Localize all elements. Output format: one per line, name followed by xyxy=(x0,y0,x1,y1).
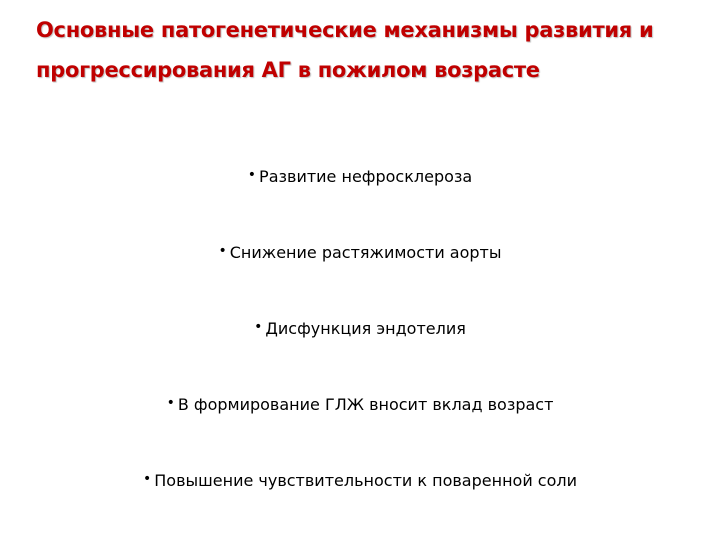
bullet-text: Повышение чувствительности к поваренной соли xyxy=(154,471,578,490)
bullet-item xyxy=(0,312,720,388)
bullet-item xyxy=(0,160,720,236)
bullet-point-icon: • xyxy=(166,395,175,411)
slide-title: Основные патогенетические механизмы развития и прогрессирования АГ в пожилом возрасте xyxy=(36,18,654,82)
bullet-list xyxy=(0,160,720,540)
bullet-text: Дисфункция эндотелия xyxy=(265,319,466,338)
bullet-text: Снижение растяжимости аорты xyxy=(229,243,502,262)
bullet-point-icon: • xyxy=(254,319,263,335)
bullet-point-icon: • xyxy=(247,167,257,183)
bullet-point-icon: • xyxy=(142,471,152,487)
bullet-item xyxy=(0,388,720,464)
bullet-point-icon: • xyxy=(218,243,227,259)
bullet-item xyxy=(0,464,720,540)
bullet-text: Развитие нефросклероза xyxy=(259,167,473,186)
bullet-item xyxy=(0,236,720,312)
bullet-text: В формирование ГЛЖ вносит вклад возраст xyxy=(177,395,554,414)
